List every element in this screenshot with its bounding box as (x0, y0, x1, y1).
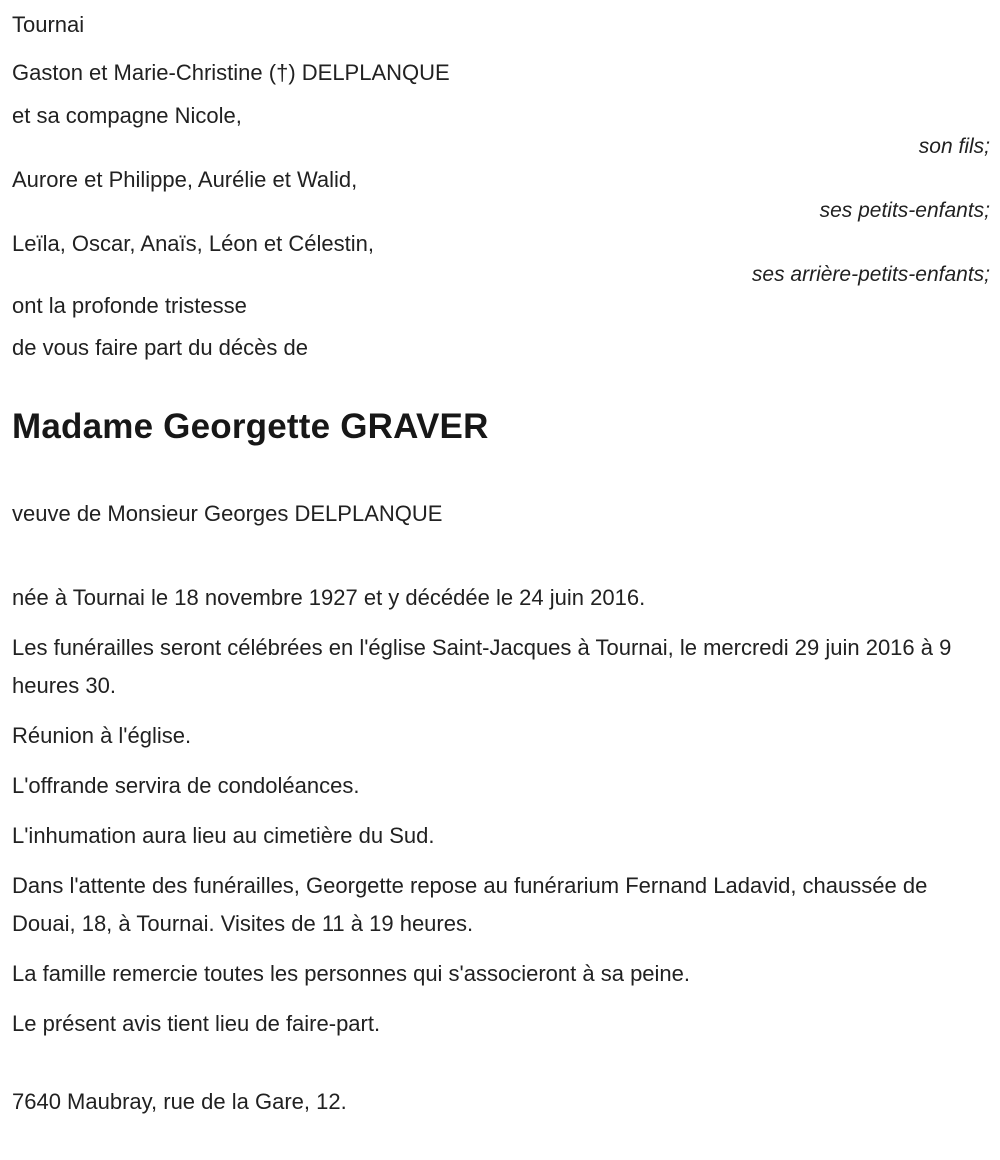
body-paragraph: La famille remercie toutes les personnes qui s'associeront à sa peine. (12, 961, 691, 986)
family-group-grandchildren (12, 165, 990, 227)
body-paragraph: Le présent avis tient lieu de faire-part. (12, 1011, 381, 1036)
deceased-name: Madame Georgette GRAVER (12, 407, 489, 446)
body-paragraph: L'inhumation aura lieu au cimetière du Sud. (12, 823, 435, 848)
relation-label-text: ses arrière-petits-enfants; (751, 263, 990, 286)
body-paragraph: Réunion à l'église. (12, 723, 192, 748)
relation-label: ses petits-enfants; (819, 199, 990, 222)
family-names-line: Gaston et Marie-Christine (†) DELPLANQUE (12, 60, 450, 85)
intro-line: ont la profonde tristesse (12, 293, 247, 318)
family-group-son (12, 58, 990, 163)
relation-label (12, 259, 990, 291)
address-line: 7640 Maubray, rue de la Gare, 12. (12, 1089, 347, 1114)
relation-label: son fils; (918, 135, 990, 158)
body-paragraph: Dans l'attente des funérailles, Georgette repose au funérarium Fernand Ladavid, chaussée de Douai, 18, à Tournai. Visites de 11 à 19 heures. (12, 873, 928, 936)
family-names-line: Leïla, Oscar, Anaïs, Léon et Célestin, (12, 231, 374, 256)
body-paragraph: Les funérailles seront célébrées en l'église Saint-Jacques à Tournai, le mercredi 29 juin 2016 à 9 heures 30. (12, 635, 952, 698)
intro-line: de vous faire part du décès de (12, 335, 308, 360)
family-names-line: et sa compagne Nicole, (12, 103, 242, 128)
body-paragraph: L'offrande servira de condoléances. (12, 773, 360, 798)
body-paragraph: née à Tournai le 18 novembre 1927 et y décédée le 24 juin 2016. (12, 585, 646, 610)
family-group-great-grandchildren (12, 229, 990, 291)
city-line: Tournai (12, 12, 85, 37)
family-names-line: Aurore et Philippe, Aurélie et Walid, (12, 167, 358, 192)
widow-line: veuve de Monsieur Georges DELPLANQUE (12, 501, 443, 526)
